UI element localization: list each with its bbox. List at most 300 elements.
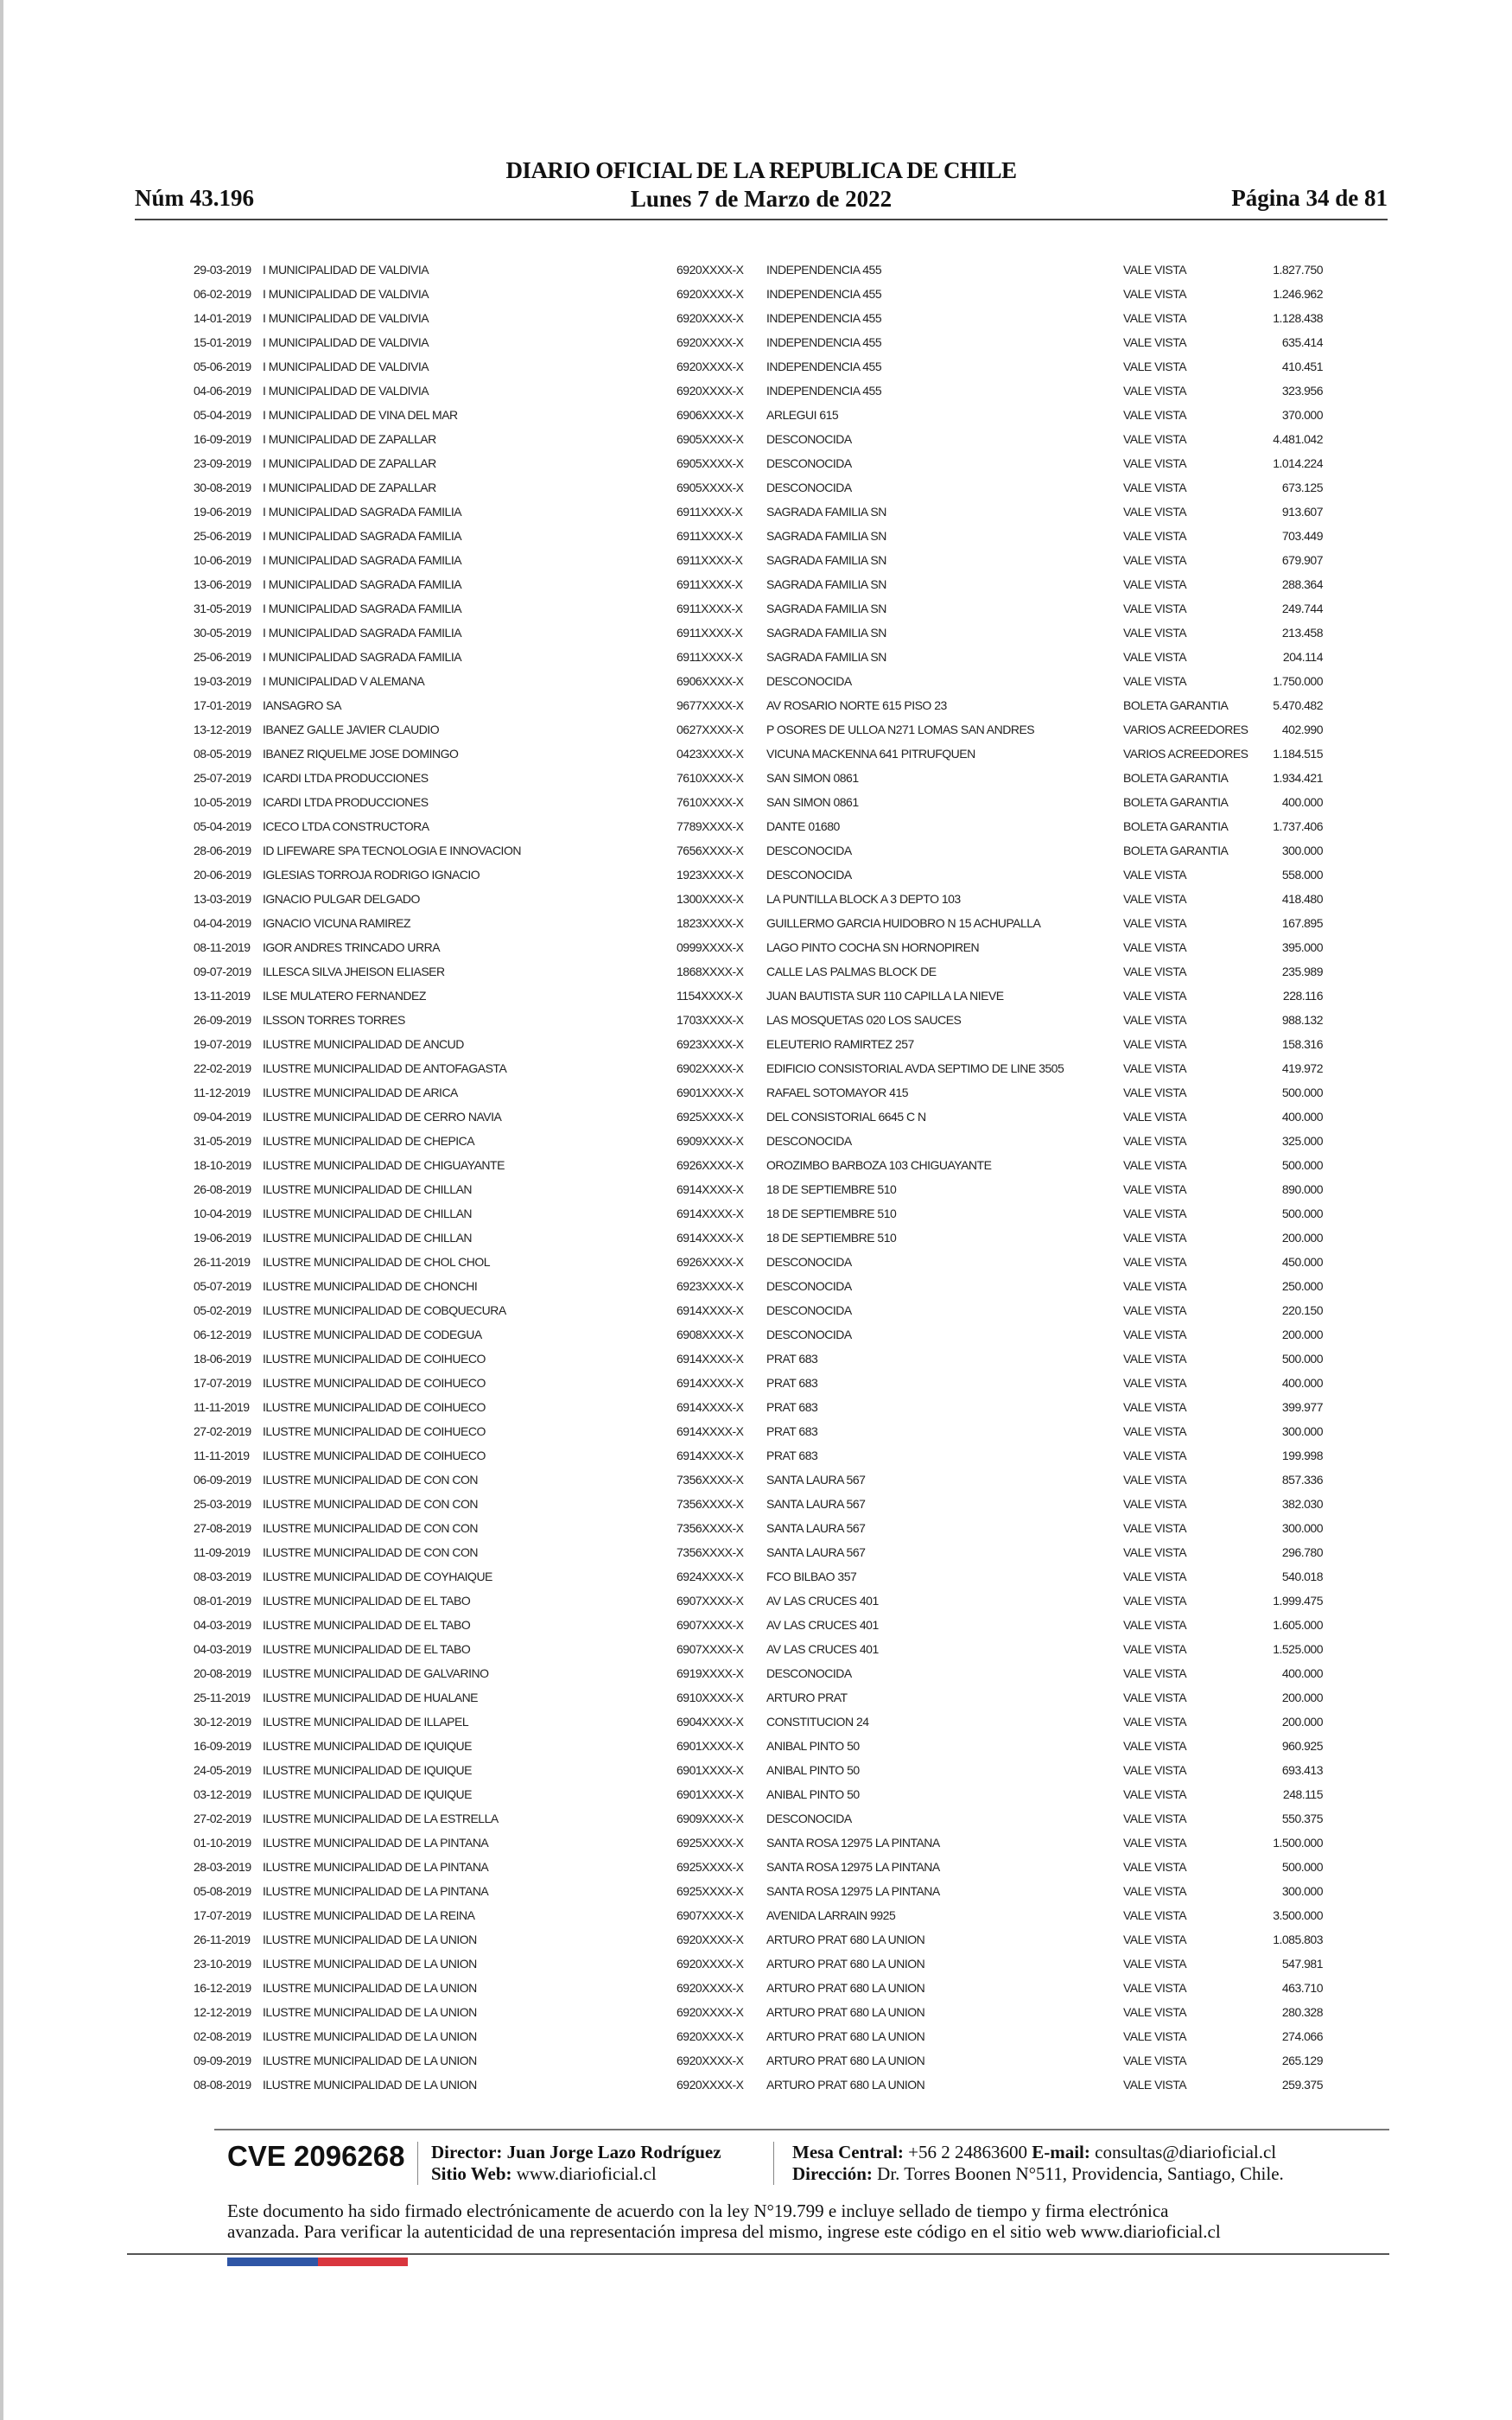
cell-rut: 6914XXXX-X bbox=[677, 1352, 744, 1366]
cell-type: VALE VISTA bbox=[1123, 1182, 1187, 1196]
table-row bbox=[3, 790, 1512, 814]
cell-rut: 6923XXXX-X bbox=[677, 1279, 744, 1293]
table-row bbox=[3, 1782, 1512, 1806]
table-row bbox=[3, 282, 1512, 306]
cell-date: 09-07-2019 bbox=[194, 965, 251, 978]
cell-date: 20-06-2019 bbox=[194, 868, 251, 882]
cell-type: VALE VISTA bbox=[1123, 1521, 1187, 1535]
cell-rut: 6911XXXX-X bbox=[677, 602, 743, 615]
cell-rut: 6926XXXX-X bbox=[677, 1255, 744, 1269]
cell-address: CALLE LAS PALMAS BLOCK DE bbox=[766, 965, 937, 978]
publication-title: DIARIO OFICIAL DE LA REPUBLICA DE CHILE bbox=[505, 157, 1017, 183]
cell-amount: 419.972 bbox=[1281, 1061, 1323, 1075]
cell-amount: 300.000 bbox=[1281, 844, 1323, 857]
flag-bar-blue bbox=[227, 2258, 318, 2266]
footer-separator bbox=[417, 2142, 418, 2185]
cell-name: I MUNICIPALIDAD SAGRADA FAMILIA bbox=[263, 626, 462, 640]
cell-date: 25-06-2019 bbox=[194, 650, 251, 664]
cell-rut: 6925XXXX-X bbox=[677, 1110, 744, 1124]
cell-amount: 296.780 bbox=[1281, 1545, 1323, 1559]
cell-type: VALE VISTA bbox=[1123, 311, 1187, 325]
table-row bbox=[3, 1468, 1512, 1492]
cell-amount: 249.744 bbox=[1281, 602, 1323, 615]
cell-amount: 200.000 bbox=[1281, 1231, 1323, 1245]
cell-amount: 200.000 bbox=[1281, 1328, 1323, 1341]
cell-amount: 402.990 bbox=[1281, 723, 1323, 736]
cell-rut: 6920XXXX-X bbox=[677, 263, 744, 277]
cell-rut: 1154XXXX-X bbox=[677, 989, 743, 1003]
cell-name: ILUSTRE MUNICIPALIDAD DE ARICA bbox=[263, 1086, 458, 1099]
header-divider bbox=[135, 219, 1388, 220]
cell-name: I MUNICIPALIDAD V ALEMANA bbox=[263, 674, 425, 688]
page-header bbox=[135, 157, 1388, 218]
cell-date: 17-01-2019 bbox=[194, 698, 251, 712]
cell-date: 25-11-2019 bbox=[194, 1691, 251, 1704]
cell-name: I MUNICIPALIDAD SAGRADA FAMILIA bbox=[263, 505, 462, 519]
cell-type: BOLETA GARANTIA bbox=[1123, 771, 1229, 785]
cell-amount: 250.000 bbox=[1281, 1279, 1323, 1293]
cell-amount: 463.710 bbox=[1281, 1981, 1323, 1995]
cell-name: ILUSTRE MUNICIPALIDAD DE CHONCHI bbox=[263, 1279, 478, 1293]
cell-rut: 6911XXXX-X bbox=[677, 505, 743, 519]
cell-name: I MUNICIPALIDAD SAGRADA FAMILIA bbox=[263, 577, 462, 591]
cell-rut: 7356XXXX-X bbox=[677, 1545, 744, 1559]
table-row bbox=[3, 1855, 1512, 1879]
cell-type: VALE VISTA bbox=[1123, 1691, 1187, 1704]
cell-date: 08-08-2019 bbox=[194, 2078, 251, 2092]
table-row bbox=[3, 669, 1512, 693]
cell-rut: 1703XXXX-X bbox=[677, 1013, 744, 1027]
cell-date: 30-05-2019 bbox=[194, 626, 251, 640]
cell-type: VALE VISTA bbox=[1123, 916, 1187, 930]
table-row bbox=[3, 1637, 1512, 1661]
cell-name: ILUSTRE MUNICIPALIDAD DE CON CON bbox=[263, 1497, 478, 1511]
cell-rut: 6910XXXX-X bbox=[677, 1691, 744, 1704]
cell-amount: 400.000 bbox=[1281, 1110, 1323, 1124]
cell-rut: 6925XXXX-X bbox=[677, 1884, 744, 1898]
cell-name: ILUSTRE MUNICIPALIDAD DE CERRO NAVIA bbox=[263, 1110, 502, 1124]
cell-rut: 6906XXXX-X bbox=[677, 408, 744, 422]
table-row bbox=[3, 887, 1512, 911]
table-row bbox=[3, 1589, 1512, 1613]
cell-rut: 7356XXXX-X bbox=[677, 1497, 744, 1511]
cell-date: 16-09-2019 bbox=[194, 432, 251, 446]
cell-date: 28-06-2019 bbox=[194, 844, 251, 857]
cell-name: ILSSON TORRES TORRES bbox=[263, 1013, 405, 1027]
cell-rut: 6907XXXX-X bbox=[677, 1642, 744, 1656]
cell-rut: 6914XXXX-X bbox=[677, 1449, 744, 1462]
site-link[interactable]: www.diarioficial.cl bbox=[516, 2163, 657, 2184]
cell-name: IBANEZ RIQUELME JOSE DOMINGO bbox=[263, 747, 459, 761]
cell-name: I MUNICIPALIDAD DE ZAPALLAR bbox=[263, 456, 436, 470]
cell-name: ILUSTRE MUNICIPALIDAD DE CHIGUAYANTE bbox=[263, 1158, 505, 1172]
cell-address: DESCONOCIDA bbox=[766, 674, 852, 688]
cell-date: 08-05-2019 bbox=[194, 747, 251, 761]
legal-notice bbox=[227, 2200, 1385, 2242]
cell-date: 13-06-2019 bbox=[194, 577, 251, 591]
cell-amount: 4.481.042 bbox=[1273, 432, 1323, 446]
cell-type: VALE VISTA bbox=[1123, 1933, 1187, 1946]
cell-type: BOLETA GARANTIA bbox=[1123, 844, 1229, 857]
cell-address: FCO BILBAO 357 bbox=[766, 1570, 857, 1583]
table-row bbox=[3, 1008, 1512, 1032]
cell-type: VALE VISTA bbox=[1123, 1473, 1187, 1487]
cell-type: VALE VISTA bbox=[1123, 1400, 1187, 1414]
table-row bbox=[3, 1758, 1512, 1782]
cell-name: ILUSTRE MUNICIPALIDAD DE COYHAIQUE bbox=[263, 1570, 492, 1583]
table-row bbox=[3, 621, 1512, 645]
cell-date: 24-05-2019 bbox=[194, 1763, 251, 1777]
cell-amount: 158.316 bbox=[1281, 1037, 1323, 1051]
cell-address: LA PUNTILLA BLOCK A 3 DEPTO 103 bbox=[766, 892, 961, 906]
cell-name: ILUSTRE MUNICIPALIDAD DE LA UNION bbox=[263, 1933, 477, 1946]
table-row bbox=[3, 1952, 1512, 1976]
cell-amount: 1.246.962 bbox=[1273, 287, 1323, 301]
cell-name: ILUSTRE MUNICIPALIDAD DE CHILLAN bbox=[263, 1182, 473, 1196]
cell-type: VALE VISTA bbox=[1123, 577, 1187, 591]
footer-separator bbox=[773, 2142, 774, 2185]
cell-rut: 6914XXXX-X bbox=[677, 1400, 744, 1414]
cell-address: SAN SIMON 0861 bbox=[766, 795, 859, 809]
cell-name: ILUSTRE MUNICIPALIDAD DE CHILLAN bbox=[263, 1207, 473, 1220]
cell-address: ARTURO PRAT 680 LA UNION bbox=[766, 2054, 925, 2067]
cell-amount: 450.000 bbox=[1281, 1255, 1323, 1269]
cell-rut: 9677XXXX-X bbox=[677, 698, 744, 712]
cell-name: I MUNICIPALIDAD SAGRADA FAMILIA bbox=[263, 650, 462, 664]
cell-date: 17-07-2019 bbox=[194, 1908, 251, 1922]
cell-address: INDEPENDENCIA 455 bbox=[766, 263, 882, 277]
cell-amount: 857.336 bbox=[1281, 1473, 1323, 1487]
cell-rut: 6914XXXX-X bbox=[677, 1182, 744, 1196]
table-row bbox=[3, 1250, 1512, 1274]
cell-address: DESCONOCIDA bbox=[766, 432, 852, 446]
table-row bbox=[3, 1032, 1512, 1056]
cell-type: VALE VISTA bbox=[1123, 1594, 1187, 1608]
cell-date: 22-02-2019 bbox=[194, 1061, 251, 1075]
table-row bbox=[3, 1564, 1512, 1589]
table-row bbox=[3, 330, 1512, 354]
cell-address: SANTA LAURA 567 bbox=[766, 1545, 866, 1559]
cell-name: ILUSTRE MUNICIPALIDAD DE GALVARINO bbox=[263, 1666, 489, 1680]
cell-amount: 547.981 bbox=[1281, 1957, 1323, 1971]
cell-name: ILUSTRE MUNICIPALIDAD DE LA PINTANA bbox=[263, 1836, 489, 1850]
cell-type: VALE VISTA bbox=[1123, 1303, 1187, 1317]
cell-amount: 500.000 bbox=[1281, 1158, 1323, 1172]
cell-rut: 6907XXXX-X bbox=[677, 1618, 744, 1632]
cell-amount: 300.000 bbox=[1281, 1424, 1323, 1438]
cell-date: 20-08-2019 bbox=[194, 1666, 251, 1680]
cell-name: ILUSTRE MUNICIPALIDAD DE CON CON bbox=[263, 1545, 478, 1559]
cell-date: 09-09-2019 bbox=[194, 2054, 251, 2067]
cell-date: 04-03-2019 bbox=[194, 1642, 251, 1656]
cell-address: SAN SIMON 0861 bbox=[766, 771, 859, 785]
cell-address: CONSTITUCION 24 bbox=[766, 1715, 869, 1729]
table-row bbox=[3, 693, 1512, 717]
cell-type: VALE VISTA bbox=[1123, 529, 1187, 543]
cell-type: VALE VISTA bbox=[1123, 674, 1187, 688]
cell-amount: 274.066 bbox=[1281, 2029, 1323, 2043]
cell-rut: 6907XXXX-X bbox=[677, 1908, 744, 1922]
cell-type: VALE VISTA bbox=[1123, 1763, 1187, 1777]
cell-rut: 0423XXXX-X bbox=[677, 747, 744, 761]
cell-rut: 6920XXXX-X bbox=[677, 384, 744, 398]
cell-name: ILUSTRE MUNICIPALIDAD DE LA PINTANA bbox=[263, 1860, 489, 1874]
cell-rut: 6901XXXX-X bbox=[677, 1086, 744, 1099]
table-row bbox=[3, 1419, 1512, 1443]
cell-name: ILUSTRE MUNICIPALIDAD DE CODEGUA bbox=[263, 1328, 482, 1341]
cell-date: 04-03-2019 bbox=[194, 1618, 251, 1632]
cell-address: SAGRADA FAMILIA SN bbox=[766, 626, 886, 640]
cell-rut: 6909XXXX-X bbox=[677, 1134, 744, 1148]
cell-name: ILUSTRE MUNICIPALIDAD DE IQUIQUE bbox=[263, 1763, 473, 1777]
cell-name: ILUSTRE MUNICIPALIDAD DE LA UNION bbox=[263, 2078, 477, 2092]
cell-address: RAFAEL SOTOMAYOR 415 bbox=[766, 1086, 909, 1099]
cell-date: 31-05-2019 bbox=[194, 602, 251, 615]
cell-date: 18-10-2019 bbox=[194, 1158, 251, 1172]
cell-date: 30-08-2019 bbox=[194, 481, 251, 494]
cell-name: ILUSTRE MUNICIPALIDAD DE ANTOFAGASTA bbox=[263, 1061, 507, 1075]
cell-amount: 248.115 bbox=[1282, 1787, 1323, 1801]
cell-type: VALE VISTA bbox=[1123, 1497, 1187, 1511]
cell-name: I MUNICIPALIDAD DE ZAPALLAR bbox=[263, 481, 436, 494]
cell-address: AV LAS CRUCES 401 bbox=[766, 1594, 879, 1608]
cell-address: ARLEGUI 615 bbox=[766, 408, 839, 422]
cve-code: CVE 2096268 bbox=[227, 2140, 405, 2172]
table-row bbox=[3, 2024, 1512, 2048]
cell-type: VARIOS ACREEDORES bbox=[1123, 723, 1248, 736]
cell-type: VALE VISTA bbox=[1123, 2054, 1187, 2067]
cell-name: ILUSTRE MUNICIPALIDAD DE COIHUECO bbox=[263, 1352, 486, 1366]
cell-amount: 913.607 bbox=[1281, 505, 1323, 519]
cell-date: 11-11-2019 bbox=[194, 1449, 250, 1462]
cell-address: AVENIDA LARRAIN 9925 bbox=[766, 1908, 896, 1922]
cell-rut: 6904XXXX-X bbox=[677, 1715, 744, 1729]
cell-type: VALE VISTA bbox=[1123, 1013, 1187, 1027]
cell-rut: 6920XXXX-X bbox=[677, 2078, 744, 2092]
table-row bbox=[3, 306, 1512, 330]
table-row bbox=[3, 572, 1512, 596]
table-row bbox=[3, 548, 1512, 572]
cell-amount: 500.000 bbox=[1281, 1207, 1323, 1220]
footer-director-block bbox=[431, 2142, 721, 2185]
cell-amount: 259.375 bbox=[1281, 2078, 1323, 2092]
cell-amount: 3.500.000 bbox=[1273, 1908, 1323, 1922]
cell-date: 01-10-2019 bbox=[194, 1836, 251, 1850]
cell-type: BOLETA GARANTIA bbox=[1123, 795, 1229, 809]
table-row bbox=[3, 1177, 1512, 1201]
cell-name: I MUNICIPALIDAD DE ZAPALLAR bbox=[263, 432, 436, 446]
cell-date: 25-03-2019 bbox=[194, 1497, 251, 1511]
cell-rut: 0999XXXX-X bbox=[677, 940, 744, 954]
cell-rut: 6901XXXX-X bbox=[677, 1739, 744, 1753]
cell-address: ARTURO PRAT 680 LA UNION bbox=[766, 1981, 925, 1995]
cell-amount: 500.000 bbox=[1281, 1860, 1323, 1874]
cell-amount: 673.125 bbox=[1281, 481, 1323, 494]
cell-name: ICARDI LTDA PRODUCCIONES bbox=[263, 771, 429, 785]
cell-amount: 1.525.000 bbox=[1273, 1642, 1323, 1656]
cell-address: ARTURO PRAT 680 LA UNION bbox=[766, 2005, 925, 2019]
table-row bbox=[3, 645, 1512, 669]
cell-date: 23-09-2019 bbox=[194, 456, 251, 470]
table-row bbox=[3, 742, 1512, 766]
cell-name: IANSAGRO SA bbox=[263, 698, 341, 712]
cell-name: ILUSTRE MUNICIPALIDAD DE LA UNION bbox=[263, 1981, 477, 1995]
table-row bbox=[3, 451, 1512, 475]
cell-amount: 395.000 bbox=[1281, 940, 1323, 954]
cell-amount: 1.934.421 bbox=[1273, 771, 1323, 785]
cell-type: VALE VISTA bbox=[1123, 940, 1187, 954]
cell-type: VALE VISTA bbox=[1123, 1812, 1187, 1825]
cell-amount: 1.014.224 bbox=[1273, 456, 1323, 470]
cell-type: BOLETA GARANTIA bbox=[1123, 698, 1229, 712]
cell-date: 04-06-2019 bbox=[194, 384, 251, 398]
cell-rut: 6914XXXX-X bbox=[677, 1207, 744, 1220]
cell-address: DESCONOCIDA bbox=[766, 1255, 852, 1269]
issue-number: Núm 43.196 bbox=[135, 185, 255, 211]
cell-address: ELEUTERIO RAMIRTEZ 257 bbox=[766, 1037, 914, 1051]
cell-address: JUAN BAUTISTA SUR 110 CAPILLA LA NIEVE bbox=[766, 989, 1004, 1003]
cell-date: 08-11-2019 bbox=[194, 940, 251, 954]
cell-rut: 1868XXXX-X bbox=[677, 965, 744, 978]
cell-type: VALE VISTA bbox=[1123, 1134, 1187, 1148]
cell-type: VALE VISTA bbox=[1123, 384, 1187, 398]
cell-date: 16-09-2019 bbox=[194, 1739, 251, 1753]
cell-name: ID LIFEWARE SPA TECNOLOGIA E INNOVACION bbox=[263, 844, 521, 857]
cell-type: VALE VISTA bbox=[1123, 408, 1187, 422]
cell-type: VALE VISTA bbox=[1123, 505, 1187, 519]
cell-rut: 7789XXXX-X bbox=[677, 819, 744, 833]
cell-date: 10-05-2019 bbox=[194, 795, 251, 809]
cell-address: INDEPENDENCIA 455 bbox=[766, 287, 882, 301]
cell-rut: 6905XXXX-X bbox=[677, 432, 744, 446]
cell-type: VALE VISTA bbox=[1123, 1715, 1187, 1729]
cell-date: 05-06-2019 bbox=[194, 360, 251, 373]
table-row bbox=[3, 1806, 1512, 1831]
cell-address: GUILLERMO GARCIA HUIDOBRO N 15 ACHUPALLA bbox=[766, 916, 1041, 930]
table-row bbox=[3, 1879, 1512, 1903]
cell-type: VALE VISTA bbox=[1123, 1860, 1187, 1874]
table-row bbox=[3, 2000, 1512, 2024]
cell-type: VALE VISTA bbox=[1123, 1110, 1187, 1124]
cell-rut: 6920XXXX-X bbox=[677, 1957, 744, 1971]
cell-date: 06-09-2019 bbox=[194, 1473, 251, 1487]
cell-name: IGNACIO PULGAR DELGADO bbox=[263, 892, 420, 906]
table-row bbox=[3, 379, 1512, 403]
table-row bbox=[3, 1443, 1512, 1468]
cell-amount: 418.480 bbox=[1281, 892, 1323, 906]
table-row bbox=[3, 403, 1512, 427]
cell-type: VALE VISTA bbox=[1123, 456, 1187, 470]
table-row bbox=[3, 1274, 1512, 1298]
cell-rut: 6926XXXX-X bbox=[677, 1158, 744, 1172]
cell-date: 29-03-2019 bbox=[194, 263, 251, 277]
cell-type: VALE VISTA bbox=[1123, 481, 1187, 494]
cell-date: 27-02-2019 bbox=[194, 1424, 251, 1438]
cell-type: VALE VISTA bbox=[1123, 1279, 1187, 1293]
cell-amount: 300.000 bbox=[1281, 1521, 1323, 1535]
table-row bbox=[3, 1371, 1512, 1395]
cell-name: ILUSTRE MUNICIPALIDAD DE COIHUECO bbox=[263, 1376, 486, 1390]
cell-date: 06-02-2019 bbox=[194, 287, 251, 301]
cell-rut: 6901XXXX-X bbox=[677, 1763, 744, 1777]
cell-address: PRAT 683 bbox=[766, 1376, 818, 1390]
email-link[interactable]: consultas@diarioficial.cl bbox=[1095, 2142, 1277, 2162]
cell-rut: 6907XXXX-X bbox=[677, 1594, 744, 1608]
cell-amount: 1.737.406 bbox=[1273, 819, 1323, 833]
table-row bbox=[3, 1831, 1512, 1855]
cell-rut: 7656XXXX-X bbox=[677, 844, 744, 857]
cell-rut: 6906XXXX-X bbox=[677, 674, 744, 688]
cell-amount: 400.000 bbox=[1281, 1666, 1323, 1680]
cell-amount: 400.000 bbox=[1281, 795, 1323, 809]
cell-address: SANTA ROSA 12975 LA PINTANA bbox=[766, 1884, 940, 1898]
cell-type: VALE VISTA bbox=[1123, 287, 1187, 301]
cell-address: SANTA ROSA 12975 LA PINTANA bbox=[766, 1836, 940, 1850]
cell-type: VALE VISTA bbox=[1123, 626, 1187, 640]
cell-name: ILUSTRE MUNICIPALIDAD DE CHOL CHOL bbox=[263, 1255, 491, 1269]
cell-rut: 6920XXXX-X bbox=[677, 360, 744, 373]
cell-amount: 550.375 bbox=[1281, 1812, 1323, 1825]
table-row bbox=[3, 1056, 1512, 1080]
cell-type: VALE VISTA bbox=[1123, 360, 1187, 373]
cell-date: 28-03-2019 bbox=[194, 1860, 251, 1874]
cell-address: DEL CONSISTORIAL 6645 C N bbox=[766, 1110, 926, 1124]
cell-address: SANTA ROSA 12975 LA PINTANA bbox=[766, 1860, 940, 1874]
cell-type: VALE VISTA bbox=[1123, 1061, 1187, 1075]
cell-rut: 6920XXXX-X bbox=[677, 287, 744, 301]
cell-type: BOLETA GARANTIA bbox=[1123, 819, 1229, 833]
cell-name: ILUSTRE MUNICIPALIDAD DE COIHUECO bbox=[263, 1400, 486, 1414]
table-row bbox=[3, 427, 1512, 451]
table-row bbox=[3, 1129, 1512, 1153]
cell-name: ILUSTRE MUNICIPALIDAD DE LA UNION bbox=[263, 2029, 477, 2043]
cell-rut: 6911XXXX-X bbox=[677, 577, 743, 591]
cell-type: VALE VISTA bbox=[1123, 1787, 1187, 1801]
cell-rut: 6914XXXX-X bbox=[677, 1376, 744, 1390]
cell-date: 16-12-2019 bbox=[194, 1981, 251, 1995]
legal-line: avanzada. Para verificar la autenticidad de una representación impresa del mismo, ingrese este código en el sitio web www.diarioficial.cl bbox=[227, 2221, 1221, 2242]
cell-name: I MUNICIPALIDAD DE VINA DEL MAR bbox=[263, 408, 458, 422]
cell-type: VALE VISTA bbox=[1123, 1037, 1187, 1051]
cell-name: I MUNICIPALIDAD DE VALDIVIA bbox=[263, 311, 429, 325]
cell-address: ANIBAL PINTO 50 bbox=[766, 1739, 860, 1753]
cell-type: VALE VISTA bbox=[1123, 965, 1187, 978]
cell-amount: 200.000 bbox=[1281, 1715, 1323, 1729]
cell-date: 13-11-2019 bbox=[194, 989, 251, 1003]
cell-amount: 1.500.000 bbox=[1273, 1836, 1323, 1850]
cell-name: ILUSTRE MUNICIPALIDAD DE LA PINTANA bbox=[263, 1884, 489, 1898]
table-row bbox=[3, 258, 1512, 282]
cell-amount: 500.000 bbox=[1281, 1086, 1323, 1099]
cell-amount: 693.413 bbox=[1281, 1763, 1323, 1777]
cell-address: DESCONOCIDA bbox=[766, 868, 852, 882]
cell-date: 04-04-2019 bbox=[194, 916, 251, 930]
table-row bbox=[3, 1685, 1512, 1710]
footer-contact-block bbox=[792, 2142, 1284, 2185]
table-row bbox=[3, 2048, 1512, 2073]
cell-date: 13-12-2019 bbox=[194, 723, 251, 736]
cell-rut: 1923XXXX-X bbox=[677, 868, 744, 882]
director-label: Director: bbox=[431, 2142, 503, 2162]
cell-type: VALE VISTA bbox=[1123, 2029, 1187, 2043]
cell-address: ARTURO PRAT 680 LA UNION bbox=[766, 2029, 925, 2043]
cell-address: LAS MOSQUETAS 020 LOS SAUCES bbox=[766, 1013, 962, 1027]
cell-amount: 235.989 bbox=[1281, 965, 1323, 978]
cell-address: DESCONOCIDA bbox=[766, 1279, 852, 1293]
cell-date: 26-11-2019 bbox=[194, 1255, 251, 1269]
cell-name: I MUNICIPALIDAD SAGRADA FAMILIA bbox=[263, 529, 462, 543]
cell-type: VALE VISTA bbox=[1123, 1449, 1187, 1462]
